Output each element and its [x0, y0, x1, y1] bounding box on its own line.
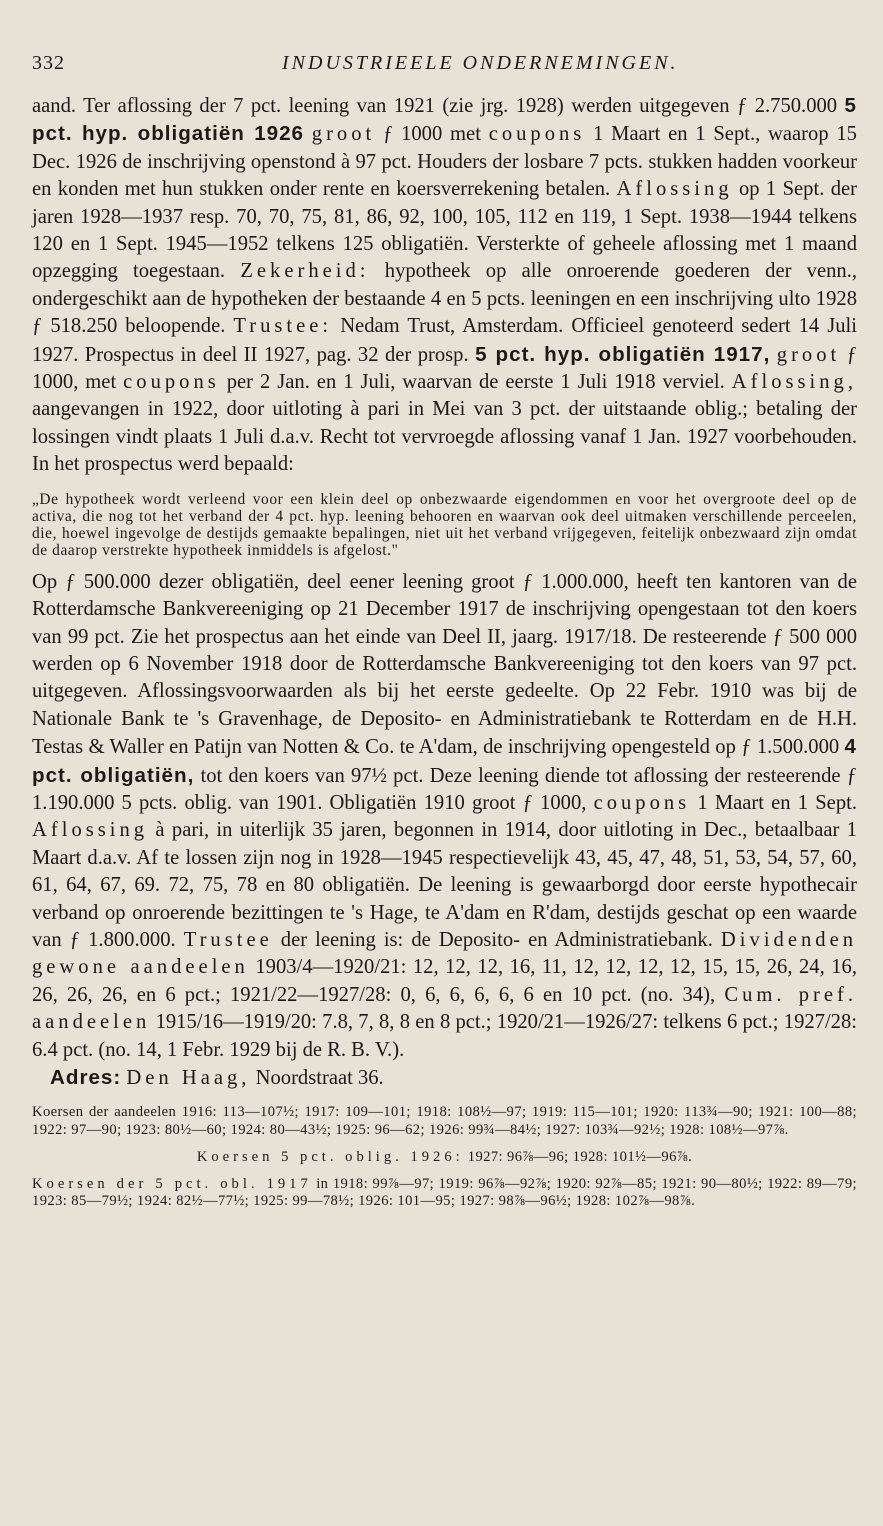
koersen-1917-oblig: [32, 1176, 857, 1210]
text-run: 1927: 96⅞—96; 1928: 101½—96⅞.: [463, 1148, 693, 1165]
bond-heading-1926: 5 pct. hyp. obligatiën 1926: [32, 94, 857, 146]
running-title: INDUSTRIEELE ONDERNEMINGEN.: [282, 52, 679, 74]
text-run: hypotheek op alle onroerende goederen der venn., ondergeschikt aan de hypotheken der bestaande 4 en 5 pcts. leeningen en een inschrijving ulto 1928 ƒ 518.250 beloopende.: [32, 260, 858, 338]
page-header: [32, 52, 857, 92]
spaced-term: Aflossing: [616, 178, 733, 201]
text-run: 1 Maart en 1 Sept.: [690, 791, 857, 814]
koersen-aandeelen: Koersen der aandeelen 1916: 113—107½; 1917: 109—101; 1918: 108½—97; 1919: 115—101; 1920: 113¾—90; 1921: 100—88; 1922: 97—90; 1923: 80½—60; 1924: 80—43½; 1925: 96—62; 1926: 99¾—84½; 1927: 103¾—92½; 1928: 108½—97⅞.: [32, 1104, 857, 1138]
spaced-term: Dividenden gewone aandeelen: [32, 928, 858, 979]
text-run: aand. Ter aflossing der 7 pct. leening van 1921 (zie jrg. 1928) werden uitgegeven ƒ 2.750.000: [32, 95, 845, 117]
spaced-term: groot: [311, 123, 376, 146]
text-run: tot den koers van 97½ pct. Deze leening diende tot aflossing der resteerende ƒ 1.190.000 5 pcts. oblig. van 1901. Obligatiën 1910 groot ƒ 1000,: [32, 764, 857, 814]
paragraph-1926-bonds: [32, 92, 857, 479]
text-run: der leening is: de Deposito- en Administratiebank.: [272, 928, 721, 951]
price-history: [32, 1104, 857, 1210]
spaced-term: Aflossing,: [731, 371, 858, 394]
koersen-1926-oblig: [32, 1149, 857, 1166]
text-run: 1915/16—1919/20: 7.8, 7, 8, 8 en 8 pct.; 1920/21—1926/27: telkens 6 pct.; 1927/28: 6.4 pct. (no. 14, 1 Febr. 1929 bij de R. B. V.).: [32, 1011, 857, 1061]
spaced-term: Koersen 5 pct. oblig. 1926:: [196, 1148, 464, 1165]
page-number: 332: [32, 52, 65, 74]
spaced-term: coupons: [593, 791, 691, 814]
bond-heading-1917: 5 pct. hyp. obligatiën 1917,: [475, 342, 771, 366]
spaced-term: groot: [776, 343, 841, 366]
text-run: Noordstraat 36.: [250, 1067, 384, 1089]
text-run: in 1918: 99⅞—97; 1919: 96⅞—92⅞; 1920: 92⅞—85; 1921: 90—80½; 1922: 89—79; 1923: 85—79½; 1924: 82½—77½; 1925: 99—78½; 1926: 101—95; 1927: 98⅞—96½; 1928: 102⅞—98⅞.: [32, 1176, 857, 1210]
spaced-term: coupons: [488, 123, 586, 146]
spaced-term: Trustee:: [233, 315, 333, 338]
spaced-term: Cum. pref. aandeelen: [32, 983, 857, 1034]
address-label: Adres:: [50, 1066, 122, 1089]
text-run: [304, 123, 312, 145]
text-run: 1903/4—1920/21: 12, 12, 12, 16, 11, 12, 12, 12, 12, 15, 15, 26, 24, 16, 26, 26, 26, en 6 pct.; 1921/22—1927/28: 0, 6, 6, 6, 6, 6 en 10 pct. (no. 34),: [32, 956, 857, 1006]
address-line: [32, 1064, 857, 1092]
text-run: Op ƒ 500.000 dezer obligatiën, deel eener leening groot ƒ 1.000.000, heeft ten kantoren van de Rotterdamsche Bankvereeniging op 21 December 1917 de inschrijving opengestaan tot den koers van 99 pct. Zie het prospectus aan het einde van Deel II, jaarg. 1917/18. De resteerende ƒ 500 000 werden op 6 November 1918 door de Rotterdamsche Bankvereeniging tot den koers van 97 pct. uitgegeven. Aflossingsvoorwaarden als bij het eerste gedeelte. Op 22 Febr. 1910 was bij de Nationale Bank te 's Gravenhage, de Deposito- en Administratiebank te Rotterdam en de H.H. Testas & Waller en Patijn van Notten & Co. te A'dam, de inschrijving opengesteld op ƒ 1.500.000: [32, 570, 857, 759]
prospectus-quote: „De hypotheek wordt verleend voor een klein deel op onbezwaarde eigendommen en voor het overgroote deel op de activa, die nog tot het verband der 4 pct. hyp. leening behooren en waarvan ook deel uitmaken verschillende perceelen, die, hoewel ingevolge de destijds gemaakte bepalingen, niet uit het verband vrijgegeven, feitelijk onbezwaard zijn omdat de daarop verstrekte hypotheek inmiddels is afgelost.": [32, 490, 857, 559]
paragraph-1917-1910-bonds: [32, 569, 857, 1064]
spaced-term: Zekerheid:: [240, 260, 370, 283]
bond-heading-4pct: 4 pct. obligatiën,: [32, 735, 857, 787]
text-run: ƒ 1000, met: [32, 343, 857, 394]
text-run: 1 Maart en 1 Sept., waarop 15 Dec. 1926 de inschrijving openstond à 97 pct. Houders der losbare 7 pcts. stukken hadden voorkeur en konden met hun stukken onder rente en koersverrekening betalen.: [32, 123, 857, 201]
text-run: Nedam Trust, Amsterdam. Officieel genoteerd sedert 14 Juli 1927. Prospectus in deel II 1927, pag. 32 der prosp.: [32, 315, 858, 366]
spaced-term: Aflossing: [32, 819, 149, 842]
text-run: op 1 Sept. der jaren 1928—1937 resp. 70, 70, 75, 81, 86, 92, 100, 105, 112 en 119, 1 Sept. 1938—1944 telkens 120 en 1 Sept. 1945—1952 telkens 125 obligatiën. Versterkte of geheele aflossing met 1 maand opzegging toegestaan.: [32, 178, 858, 283]
spaced-term: Koersen der 5 pct. obl. 1917: [32, 1176, 312, 1193]
spaced-term: coupons: [123, 371, 220, 394]
body-text: [32, 92, 857, 1092]
text-run: ƒ 1000 met: [375, 123, 489, 146]
spaced-term: Den Haag,: [126, 1067, 251, 1089]
spaced-term: Trustee: [183, 928, 273, 951]
text-run: aangevangen in 1922, door uitloting à pari in Mei van 3 pct. der uitstaande oblig.; betaling der lossingen vindt plaats 1 Juli d.a.v. Recht tot vervroegde aflossing vanaf 1 Jan. 1927 voorbehouden. In het prospectus werd bepaald:: [32, 398, 857, 476]
text-run: à pari, in uiterlijk 35 jaren, begonnen in 1914, door uitloting in Dec., betaalbaar 1 Maart d.a.v. Af te lossen zijn nog in 1928—1945 respectievelijk 43, 45, 47, 48, 51, 53, 54, 57, 60, 61, 64, 67, 69. 72, 75, 78 en 80 obligatiën. De leening is gewaarborgd door eerste hypothecair verband op onroerende bezittingen te 's Hage, te A'dam en R'dam, destijds geschat op een waarde van ƒ 1.800.000.: [32, 819, 857, 951]
text-run: per 2 Jan. en 1 Juli, waarvan de eerste 1 Juli 1918 verviel.: [219, 371, 732, 394]
